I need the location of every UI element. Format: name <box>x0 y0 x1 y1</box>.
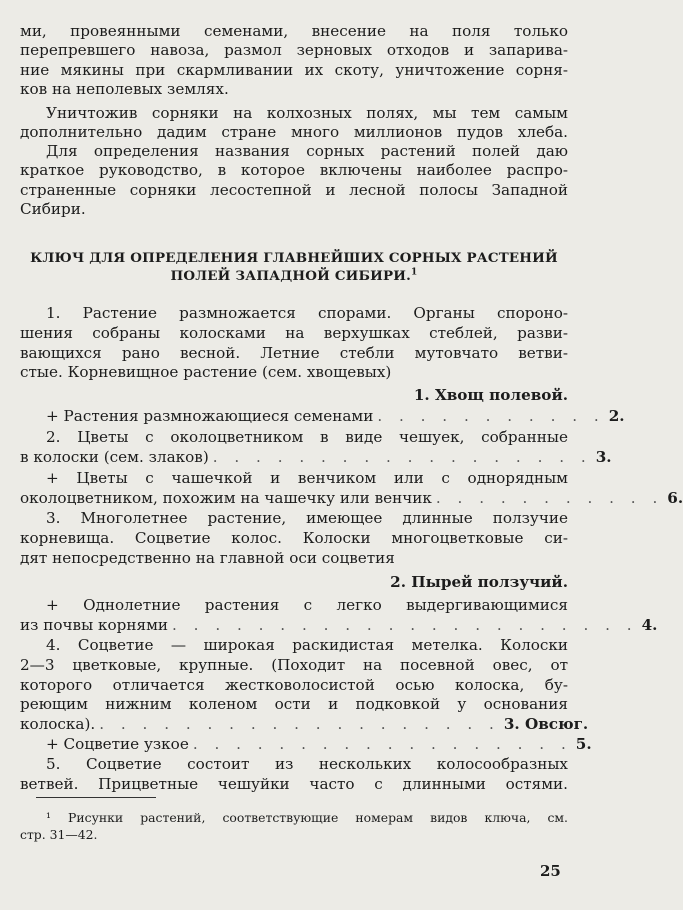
footnote-rule <box>36 797 156 798</box>
key-line: 5. Соцветие состоит из нескольких колосообразных <box>46 755 568 773</box>
footnote-line: ¹ Рисунки растений, соответствующие номерам видов ключа, см. <box>46 810 568 825</box>
body-line: перепревшего навоза, размол зерновых отходов и запарива- <box>20 41 568 59</box>
footnote-mark: 1 <box>411 267 418 278</box>
key-alternative: + Растения размножающиеся семенами . . . . . . . . . . . 2. <box>46 407 625 425</box>
key-line: шения собраны колосками на верхушках стеблей, разви- <box>20 324 568 342</box>
key-line: 2. Цветы с околоцветником в виде чешуек, собранные <box>46 428 568 446</box>
body-line: Уничтожив сорняки на колхозных полях, мы тем самым <box>46 104 568 122</box>
key-line: 4. Соцветие — широкая раскидистая метелка. Колоски <box>46 636 568 654</box>
section-heading-line2: ПОЛЕЙ ЗАПАДНОЙ СИБИРИ.$^1$ <box>170 267 418 284</box>
key-line: ветвей. Прицветные чешуйки часто с длинными остями. <box>20 775 568 793</box>
body-line: краткое руководство, в которое включены наиболее распро- <box>20 161 568 179</box>
footnote-line: стр. 31—42. <box>20 827 98 842</box>
key-line: корневища. Соцветие колос. Колоски многоцветковые си- <box>20 529 568 547</box>
key-result-3: колоска). . . . . . . . . . . . . . . . . . . . 3. Овсюг. <box>20 715 589 733</box>
key-line: стые. Корневищное растение (сем. хвощевых) <box>20 363 392 381</box>
key-alternative: + Цветы с чашечкой и венчиком или с однорядным <box>46 469 568 487</box>
body-line: Для определения названия сорных растений полей даю <box>46 142 568 160</box>
key-alternative: + Однолетние растения с легко выдергивающимися <box>46 596 568 614</box>
key-line: из почвы корнями . . . . . . . . . . . . . . . . . . . . . . 4. <box>20 616 658 634</box>
key-result-1: 1. Хвощ полевой. <box>413 386 568 404</box>
section-heading-line1: КЛЮЧ ДЛЯ ОПРЕДЕЛЕНИЯ ГЛАВНЕЙШИХ СОРНЫХ РАСТЕНИЙ <box>30 250 558 266</box>
key-line: 3. Многолетнее растение, имеющее длинные ползучие <box>46 509 568 527</box>
key-line: 1. Растение размножается спорами. Органы спороно- <box>46 304 568 322</box>
key-result-2: 2. Пырей ползучий. <box>390 573 568 591</box>
key-line: реющим нижним коленом ости и подковкой у основания <box>20 695 568 713</box>
body-line: Сибири. <box>20 200 86 218</box>
body-line: ков на неполевых землях. <box>20 80 229 98</box>
key-line: околоцветником, похожим на чашечку или венчик . . . . . . . . . . . 6. <box>20 489 683 507</box>
body-line: страненные сорняки лесостепной и лесной полосы Западной <box>20 181 568 199</box>
body-line: ние мякины при скармливании их скоту, уничтожение сорня- <box>20 61 568 79</box>
body-line: дополнительно дадим стране много миллионов пудов хлеба. <box>20 123 568 141</box>
key-line: 2—3 цветковые, крупные. (Походит на посевной овес, от <box>20 656 568 674</box>
body-line: ми, провеянными семенами, внесение на поля только <box>20 22 568 40</box>
key-alternative: + Соцветие узкое . . . . . . . . . . . . . . . . . . 5. <box>46 735 592 753</box>
key-line: вающихся рано весной. Летние стебли мутовчато ветви- <box>20 344 568 362</box>
key-line: которого отличается жестковолосистой осью колоска, бу- <box>20 676 568 694</box>
page-number: 25 <box>540 862 561 880</box>
key-line: в колоски (сем. злаков) . . . . . . . . . . . . . . . . . . 3. <box>20 448 612 466</box>
key-line: дят непосредственно на главной оси соцветия <box>20 549 395 567</box>
